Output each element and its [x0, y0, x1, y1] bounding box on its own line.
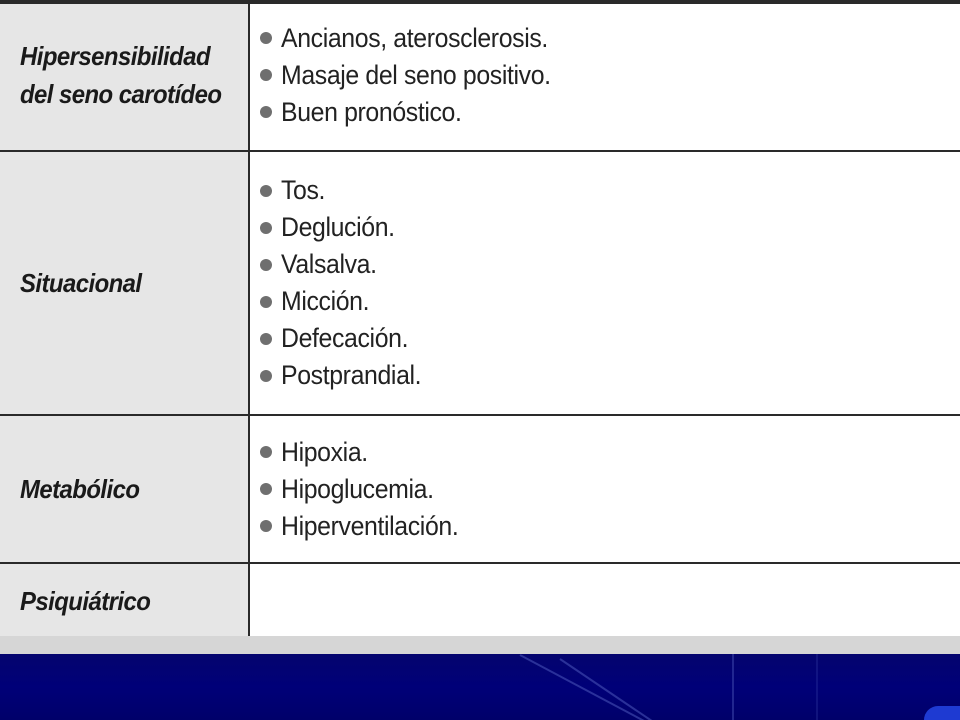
table-row	[0, 152, 960, 416]
list-item	[260, 471, 960, 508]
list-item-text: Masaje del seno positivo.	[281, 59, 551, 90]
list-item-text: Postprandial.	[281, 360, 422, 390]
list-item	[260, 209, 960, 246]
row-items-cell	[252, 416, 960, 562]
bullet-icon	[260, 259, 272, 271]
list-item-text: Hipoglucemia.	[281, 473, 434, 504]
row-category-cell	[0, 416, 250, 562]
list-item	[260, 357, 960, 394]
footer-decor-line	[816, 654, 818, 720]
row-category-cell	[0, 564, 250, 636]
row-category-label: Metabólico	[20, 474, 140, 504]
footer-band	[0, 654, 960, 720]
list-item-text: Micción.	[281, 286, 370, 316]
row-category-label: Hipersensibilidad del seno carotídeo	[20, 41, 222, 109]
footer-corner-ornament	[924, 706, 960, 720]
list-item	[260, 20, 960, 57]
bullet-icon	[260, 333, 272, 345]
list-item	[260, 94, 960, 131]
list-item	[260, 283, 960, 320]
row-category-cell	[0, 0, 250, 150]
list-item	[260, 434, 960, 471]
list-item-text: Hiperventilación.	[281, 510, 459, 541]
bullet-icon	[260, 222, 272, 234]
bullet-icon	[260, 296, 272, 308]
list-item	[260, 172, 960, 209]
footer-decor-line	[559, 658, 676, 720]
list-item	[260, 57, 960, 94]
row-category-label: Situacional	[20, 268, 142, 298]
bullet-icon	[260, 520, 272, 532]
bullet-icon	[260, 446, 272, 458]
list-item-text: Buen pronóstico.	[281, 96, 462, 127]
table-row	[0, 564, 960, 636]
row-items-cell	[252, 0, 960, 150]
row-category-cell	[0, 152, 250, 414]
list-item	[260, 246, 960, 283]
list-item-text: Defecación.	[281, 323, 409, 353]
row-items-cell	[252, 564, 960, 636]
table-row	[0, 416, 960, 564]
bullet-icon	[260, 69, 272, 81]
table-row	[0, 0, 960, 152]
bullet-icon	[260, 185, 272, 197]
row-items-cell	[252, 152, 960, 414]
list-item-text: Hipoxia.	[281, 436, 368, 467]
list-item-text: Tos.	[281, 175, 326, 205]
list-item-text: Valsalva.	[281, 249, 377, 279]
footer-decor-line	[520, 654, 662, 720]
bullet-icon	[260, 106, 272, 118]
table-bottom-strip	[0, 636, 960, 654]
list-item-text: Deglución.	[281, 212, 395, 242]
row-category-label: Psiquiátrico	[20, 586, 151, 616]
list-item-text: Ancianos, aterosclerosis.	[281, 22, 548, 53]
list-item	[260, 320, 960, 357]
list-item	[260, 508, 960, 545]
bullet-icon	[260, 32, 272, 44]
bullet-icon	[260, 370, 272, 382]
bullet-icon	[260, 483, 272, 495]
footer-decor-line	[732, 654, 734, 720]
table-top-border	[0, 0, 960, 4]
